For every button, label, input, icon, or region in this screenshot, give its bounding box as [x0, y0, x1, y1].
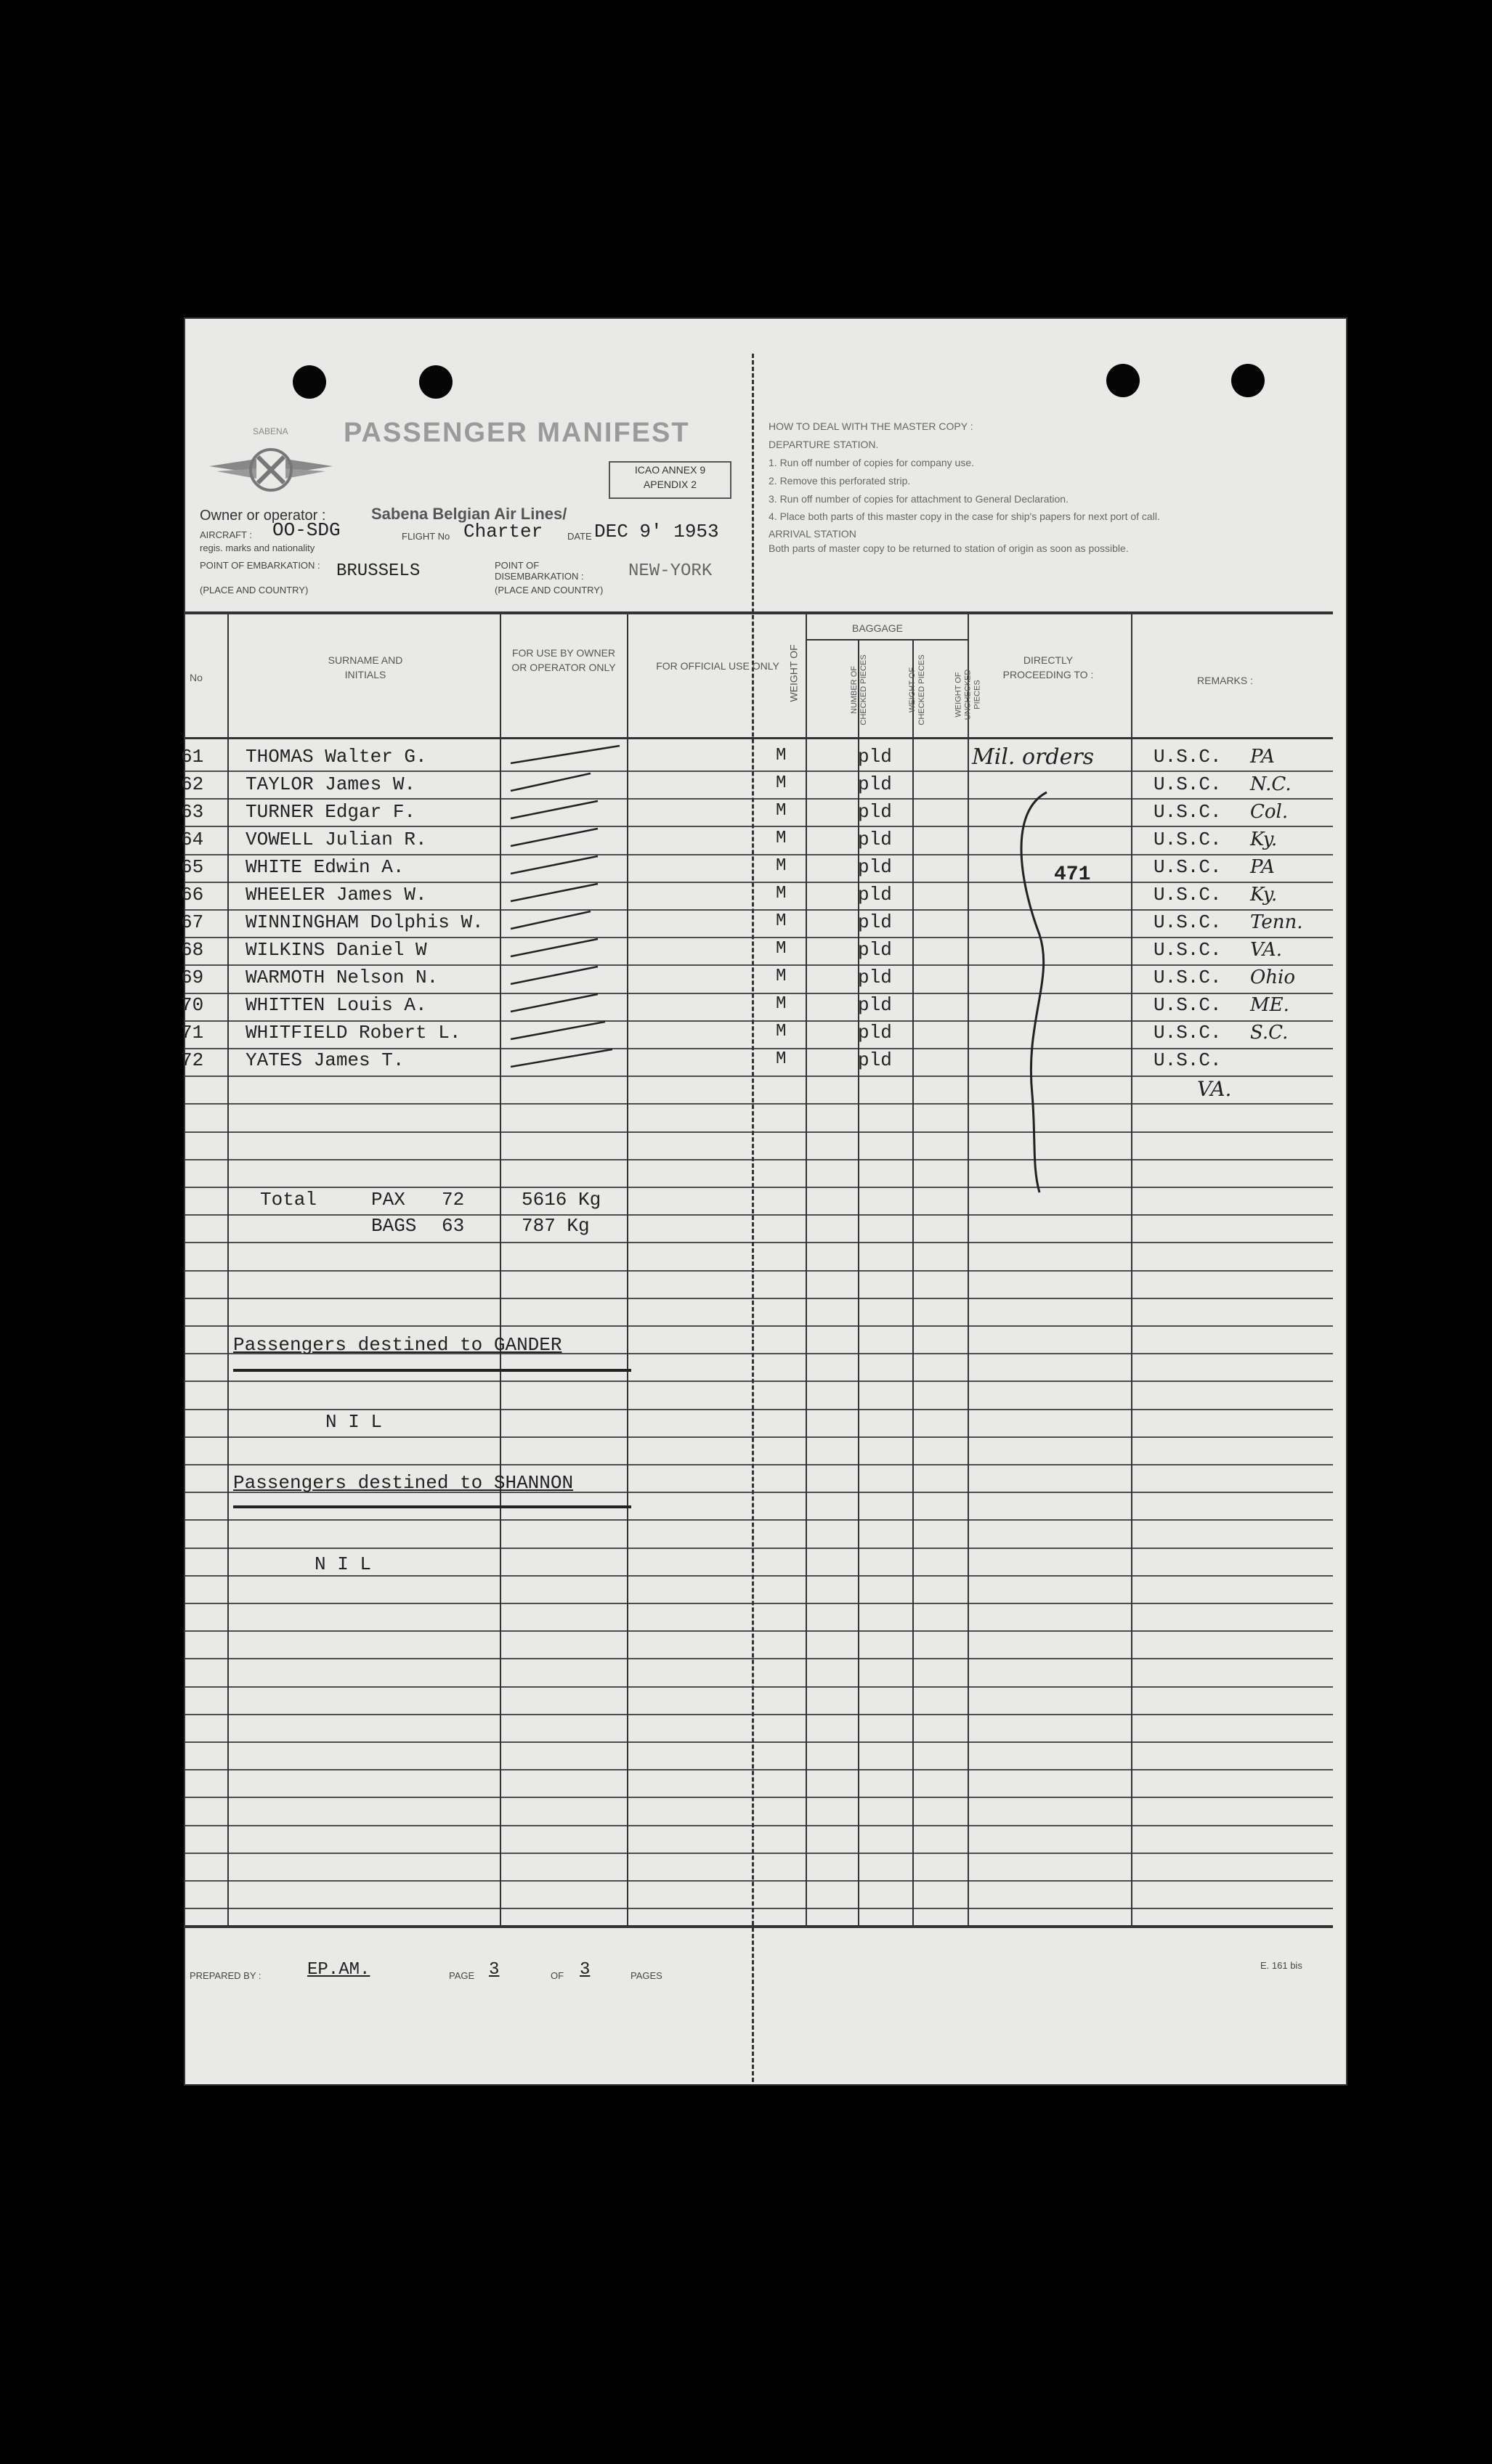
ruled-line	[184, 1686, 1333, 1688]
header-no: No	[190, 672, 203, 683]
total-label: Total	[260, 1189, 317, 1211]
passenger-name: YATES James T.	[246, 1049, 405, 1071]
form-code: E. 161 bis	[1260, 1960, 1302, 1971]
ruled-line	[184, 1575, 1333, 1577]
ruled-line	[184, 1270, 1333, 1272]
ruled-line	[184, 1519, 1333, 1521]
state: ME.	[1250, 994, 1289, 1016]
ruled-line	[184, 1769, 1333, 1770]
passenger-weight: M	[776, 911, 787, 931]
shannon-nil: N I L	[315, 1553, 372, 1575]
ruled-line	[184, 1658, 1333, 1659]
baggage-status: pld	[858, 911, 892, 933]
baggage-status: pld	[858, 801, 892, 823]
remark: U.S.C.	[1154, 856, 1222, 878]
ruled-line	[184, 1103, 1333, 1105]
state: Ky.	[1250, 829, 1278, 850]
pages-label: PAGES	[631, 1970, 662, 1981]
shannon-heading: Passengers destined to SHANNON	[233, 1472, 574, 1494]
ruled-line	[184, 1325, 1333, 1327]
remark: U.S.C.	[1154, 801, 1222, 823]
passenger-name: THOMAS Walter G.	[246, 746, 427, 768]
table-bottom-rule	[184, 1925, 1333, 1928]
table-top-rule	[184, 611, 1333, 614]
passenger-row	[181, 939, 1331, 967]
punch-hole	[293, 365, 326, 399]
baggage-status: pld	[858, 994, 892, 1016]
ruled-line	[184, 1298, 1333, 1299]
gander-heading: Passengers destined to GANDER	[233, 1334, 562, 1356]
aircraft-value: OO-SDG	[272, 519, 341, 541]
punch-hole	[1106, 364, 1140, 397]
bags-weight: 787 Kg	[522, 1215, 590, 1237]
state: N.C.	[1250, 773, 1292, 795]
embark-value: BRUSSELS	[336, 561, 421, 581]
header-owner-use: FOR USE BY OWNER OR OPERATOR ONLY	[511, 647, 616, 673]
flight-value: Charter	[463, 521, 543, 542]
row-number: 67	[181, 911, 204, 933]
ruled-line	[184, 1409, 1333, 1410]
proceeding-note: Mil. orders	[972, 744, 1095, 770]
state: Ky.	[1250, 884, 1278, 906]
ruled-line	[184, 1214, 1333, 1216]
baggage-status: pld	[858, 1022, 892, 1044]
punch-hole	[419, 365, 453, 399]
row-number: 72	[181, 1049, 204, 1071]
instruction-step: Both parts of master copy to be returned to station of origin as soon as possible.	[769, 542, 1129, 554]
remark: U.S.C.	[1154, 994, 1222, 1016]
proceeding-number: 471	[1054, 863, 1091, 886]
gander-rule	[233, 1369, 631, 1372]
remark: U.S.C.	[1154, 829, 1222, 850]
shannon-rule	[233, 1505, 631, 1508]
passenger-weight: M	[776, 1022, 787, 1041]
ruled-line	[184, 1603, 1333, 1604]
passenger-row	[181, 911, 1331, 939]
header-surname: SURNAME AND INITIALS	[328, 654, 403, 680]
manifest-sheet	[181, 317, 1347, 2086]
flight-label: FLIGHT No	[402, 531, 450, 542]
passenger-name: TAYLOR James W.	[246, 773, 416, 795]
of-value: 3	[580, 1960, 591, 1980]
ruled-line	[184, 1797, 1333, 1798]
aircraft-label: AIRCRAFT :	[200, 529, 252, 540]
passenger-row	[181, 856, 1331, 884]
header-official-use: FOR OFFICIAL USE ONLY	[656, 660, 779, 672]
row-number: 66	[181, 884, 204, 906]
header-bag-unchecked: WEIGHT OF UNCHECKED PIECES	[954, 669, 982, 720]
passenger-row	[181, 994, 1331, 1022]
state: Tenn.	[1250, 911, 1303, 933]
ruled-line	[184, 1464, 1333, 1465]
state: Col.	[1250, 801, 1289, 823]
passenger-name: WHEELER James W.	[246, 884, 427, 906]
remark: U.S.C.	[1154, 1022, 1222, 1044]
prepared-label: PREPARED BY :	[190, 1970, 261, 1981]
ruled-line	[184, 1825, 1333, 1826]
instructions	[769, 418, 1292, 554]
row-number: 62	[181, 773, 204, 795]
prepared-value: EP.AM.	[307, 1960, 370, 1980]
embark-sublabel: (PLACE AND COUNTRY)	[200, 585, 309, 595]
instruction-step: 2. Remove this perforated strip.	[769, 475, 911, 487]
passenger-weight: M	[776, 967, 787, 986]
passenger-weight: M	[776, 884, 787, 903]
instructions-departure: DEPARTURE STATION.	[769, 439, 879, 450]
passenger-row	[181, 884, 1331, 911]
page-value: 3	[489, 1960, 500, 1980]
baggage-status: pld	[858, 939, 892, 961]
passenger-weight: M	[776, 746, 787, 765]
header-remarks: REMARKS :	[1197, 675, 1254, 686]
passenger-row	[181, 1049, 1331, 1077]
passenger-name: WHITTEN Louis A.	[246, 994, 427, 1016]
punch-hole	[1231, 364, 1265, 397]
baggage-status: pld	[858, 856, 892, 878]
ruled-line	[184, 1381, 1333, 1382]
pax-label: PAX	[371, 1189, 405, 1211]
passenger-row	[181, 829, 1331, 856]
remark: U.S.C.	[1154, 967, 1222, 988]
passenger-name: WINNINGHAM Dolphis W.	[246, 911, 484, 933]
ruled-line	[184, 1436, 1333, 1438]
ruled-line	[184, 1714, 1333, 1715]
passenger-row	[181, 1022, 1331, 1049]
passenger-name: WHITE Edwin A.	[246, 856, 405, 878]
ruled-line	[184, 1548, 1333, 1549]
baggage-status: pld	[858, 829, 892, 850]
passenger-weight: M	[776, 939, 787, 959]
instruction-step: 1. Run off number of copies for company use.	[769, 457, 975, 468]
remark: U.S.C.	[1154, 773, 1222, 795]
header-proceeding: DIRECTLY PROCEEDING TO :	[1002, 654, 1094, 680]
page-label: PAGE	[449, 1970, 475, 1981]
passenger-row	[181, 746, 1331, 773]
baggage-status: pld	[858, 884, 892, 906]
instruction-step: 4. Place both parts of this master copy in the case for ship's papers for next port of call.	[769, 511, 1160, 522]
aircraft-sublabel: regis. marks and nationality	[200, 542, 315, 553]
passenger-row	[181, 967, 1331, 994]
disembark-label: POINT OF DISEMBARKATION :	[495, 560, 584, 582]
owner-label: Owner or operator :	[200, 508, 326, 524]
passenger-weight: M	[776, 994, 787, 1014]
row-number: 63	[181, 801, 204, 823]
baggage-status: pld	[858, 967, 892, 988]
state: PA	[1250, 856, 1275, 878]
header-baggage: BAGGAGE	[852, 622, 904, 634]
ruled-line	[184, 1159, 1333, 1160]
owner-value: Sabena Belgian Air Lines/	[371, 505, 567, 523]
of-label: OF	[551, 1970, 564, 1981]
remark: U.S.C.	[1154, 884, 1222, 906]
state: S.C.	[1250, 1022, 1289, 1044]
remark: U.S.C.	[1154, 911, 1222, 933]
instruction-step: ARRIVAL STATION	[769, 528, 856, 540]
ruled-line	[184, 1187, 1333, 1188]
passenger-name: WHITFIELD Robert L.	[246, 1022, 461, 1044]
form-title: PASSENGER MANIFEST	[344, 418, 690, 448]
ruled-line	[184, 1242, 1333, 1243]
bags-count: 63	[442, 1215, 465, 1237]
header-bottom-rule	[184, 737, 1333, 739]
passenger-name: VOWELL Julian R.	[246, 829, 427, 850]
baggage-status: pld	[858, 773, 892, 795]
disembark-value: NEW-YORK	[628, 561, 713, 581]
row-number: 71	[181, 1022, 204, 1044]
gander-nil: N I L	[325, 1411, 383, 1433]
pax-weight: 5616 Kg	[522, 1189, 601, 1211]
state: Ohio	[1250, 967, 1296, 988]
passenger-row	[181, 801, 1331, 829]
bags-label: BAGS	[371, 1215, 417, 1237]
header-weight: WEIGHT OF	[787, 644, 800, 702]
passenger-row	[181, 773, 1331, 801]
baggage-status: pld	[858, 746, 892, 768]
ruled-line	[184, 1853, 1333, 1854]
date-value: DEC 9' 1953	[594, 521, 719, 542]
passenger-name: WILKINS Daniel W	[246, 939, 427, 961]
remark: U.S.C.	[1154, 939, 1222, 961]
state: VA.	[1250, 939, 1283, 961]
passenger-weight: M	[776, 773, 787, 793]
row-number: 64	[181, 829, 204, 850]
header-bag-weight: WEIGHT OF CHECKED PIECES	[908, 654, 926, 725]
date-label: DATE	[567, 531, 592, 542]
remark: U.S.C.	[1154, 1049, 1222, 1071]
pax-count: 72	[442, 1189, 465, 1211]
ruled-line	[184, 1131, 1333, 1133]
embark-label: POINT OF EMBARKATION :	[200, 560, 320, 571]
passenger-name: WARMOTH Nelson N.	[246, 967, 439, 988]
sabena-logo	[206, 426, 336, 506]
instruction-step: 3. Run off number of copies for attachment to General Declaration.	[769, 493, 1069, 505]
passenger-weight: M	[776, 856, 787, 876]
disembark-sublabel: (PLACE AND COUNTRY)	[495, 585, 604, 595]
remark: U.S.C.	[1154, 746, 1222, 768]
ruled-line	[184, 1741, 1333, 1743]
instructions-title: HOW TO DEAL WITH THE MASTER COPY :	[769, 420, 973, 432]
passenger-name: TURNER Edgar F.	[246, 801, 416, 823]
annex-line1: ICAO ANNEX 9	[634, 464, 706, 476]
row-number: 61	[181, 746, 204, 768]
annex-line2: APENDIX 2	[643, 479, 697, 490]
passenger-weight: M	[776, 1049, 787, 1069]
header-bag-number: NUMBER OF CHECKED PIECES	[850, 654, 868, 725]
row-number: 69	[181, 967, 204, 988]
row-number: 65	[181, 856, 204, 878]
bracket-stroke	[1003, 789, 1061, 1196]
icao-annex-box	[609, 461, 731, 499]
state: PA	[1250, 746, 1275, 768]
row-number: 70	[181, 994, 204, 1016]
extra-state-note: VA.	[1197, 1077, 1232, 1101]
ruled-line	[184, 1880, 1333, 1882]
row-number: 68	[181, 939, 204, 961]
baggage-status: pld	[858, 1049, 892, 1071]
ruled-line	[184, 1908, 1333, 1909]
baggage-rule	[806, 639, 968, 641]
passenger-weight: M	[776, 829, 787, 848]
logo-text: SABENA	[253, 426, 288, 436]
ruled-line	[184, 1630, 1333, 1632]
passenger-weight: M	[776, 801, 787, 821]
owner-use-tick-marks	[503, 739, 627, 1080]
